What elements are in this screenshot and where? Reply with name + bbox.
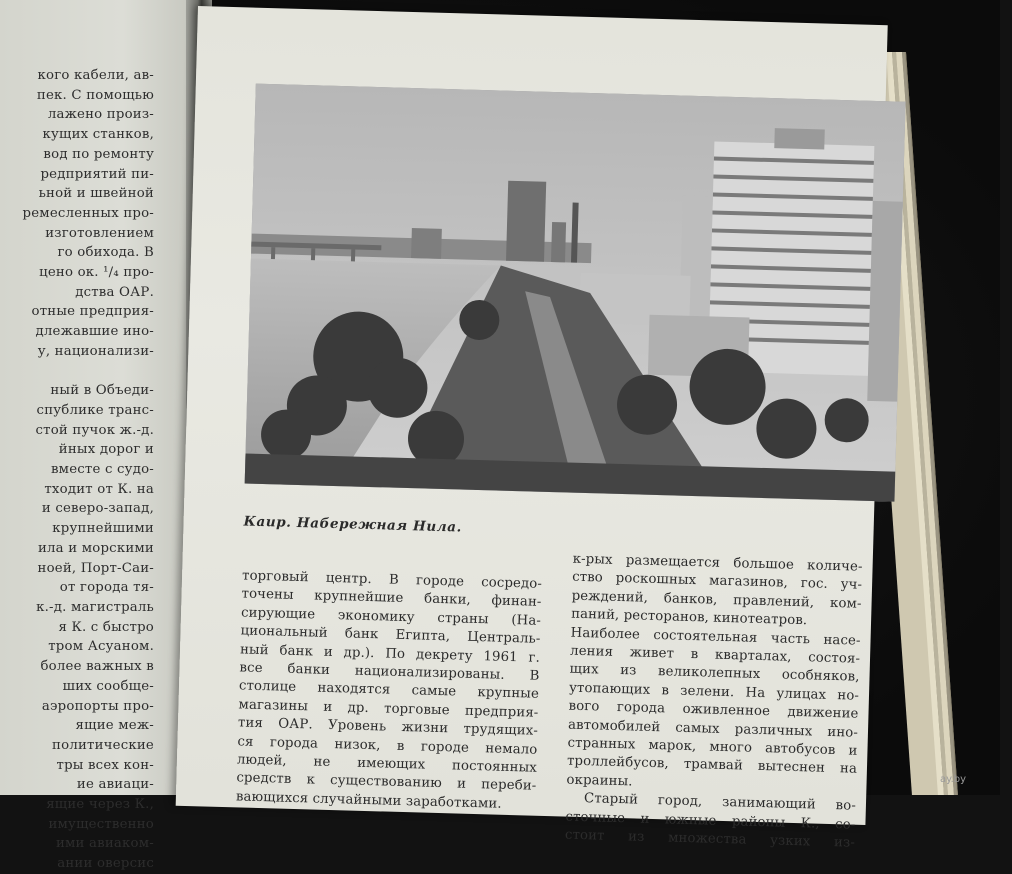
text-line: ящие через К.,: [46, 797, 154, 813]
text-line: кого кабели, ав-: [37, 68, 154, 83]
text-line: щих из великолепных особняков,: [569, 662, 860, 686]
text-line: вместе с судо-: [50, 462, 154, 478]
text-line: ления живет в кварталах, состоя-: [569, 643, 861, 667]
text-line: троллейбусов, трамвай вытеснен на: [566, 754, 858, 778]
text-line: ство роскошных магазинов, гос. уч-: [571, 570, 863, 594]
text-line: редприятий пи-: [40, 166, 154, 182]
text-line: дства ОАР.: [75, 284, 154, 300]
text-line: Старый город, занимающий во-: [583, 791, 857, 814]
text-line: тия ОАР. Уровень жизни трудящих-: [237, 715, 539, 740]
text-line: вод по ремонту: [43, 146, 154, 162]
text-line: кущих станков,: [42, 127, 154, 143]
text-line: магазины и др. торговые предприя-: [238, 697, 539, 721]
text-line: изготовлением: [45, 225, 154, 241]
text-line: ие авиаци-: [76, 777, 154, 793]
text-line: паний, ресторанов, кинотеатров.: [570, 606, 808, 629]
text-line: более важных в: [40, 659, 154, 675]
text-line: пек. С помощью: [36, 87, 154, 103]
text-line: все банки национализированы. В: [239, 660, 540, 684]
text-line: вающихся случайными заработками.: [235, 789, 502, 812]
text-line: ящие меж-: [75, 718, 154, 734]
text-line: цено ок. ¹/₄ про-: [39, 265, 154, 281]
text-line: вого города оживленное движение: [568, 698, 859, 722]
text-line: ьной и швейной: [38, 186, 154, 202]
left-page-text: [0, 66, 154, 874]
text-line: ный банк и др.). По декрету 1961 г.: [239, 642, 541, 666]
text-line: политические: [52, 737, 154, 753]
text-line: утопающих в зелени. На улицах но-: [568, 680, 860, 704]
text-line: ремесленных про-: [22, 205, 154, 221]
text-line: [0, 362, 154, 382]
text-line: столице находятся самые крупные: [238, 678, 540, 703]
text-line: торговый центр. В городе сосредо-: [241, 568, 543, 592]
text-line: ила и морскими: [37, 540, 154, 556]
text-line: йных дорог и: [58, 442, 154, 458]
text-line: от города тя-: [59, 580, 154, 596]
text-line: ноей, Порт-Саи-: [37, 560, 154, 576]
text-line: к-рых размещается большое количе-: [572, 551, 863, 575]
right-page: [176, 6, 888, 851]
text-line: сточные и южные районы К., со-: [565, 809, 856, 833]
photo-caption: Каир. Набережная Нила.: [243, 513, 463, 536]
text-line: имущественно: [48, 816, 154, 832]
text-line: точены крупнейшие банки, финан-: [241, 586, 542, 611]
text-line: циональный банк Египта, Централь-: [240, 623, 541, 648]
text-line: лажено произ-: [47, 107, 154, 123]
text-line: крупнейшими: [52, 521, 154, 537]
text-line: тры всех кон-: [56, 757, 154, 773]
text-line: у, национализи-: [37, 343, 154, 359]
text-line: го обихода. В: [57, 245, 154, 261]
text-line: тходит от К. на: [44, 481, 154, 497]
text-line: отные предприя-: [31, 304, 154, 320]
cairo-embankment-photo: [245, 84, 906, 502]
text-line: средств к существованию и переби-: [236, 770, 537, 795]
watermark: ay.by: [940, 774, 967, 785]
text-line: странных марок, много автобусов и: [567, 735, 858, 759]
text-line: ими авиаком-: [55, 836, 154, 852]
text-line: аэропорты про-: [41, 698, 154, 714]
text-line: людей, не имеющих постоянных: [236, 752, 538, 776]
text-line: ании оверсис: [57, 856, 154, 872]
left-page: [0, 0, 205, 872]
text-line: и северо-запад,: [41, 501, 154, 517]
text-line: ный в Объеди-: [50, 383, 154, 399]
text-line: спублике транс-: [36, 402, 154, 418]
text-line: длежавшие ино-: [35, 324, 154, 340]
text-line: я К. с быстро: [58, 619, 154, 635]
text-line: окраины.: [566, 772, 633, 790]
text-line: сирующие экономику страны (На-: [240, 605, 542, 629]
text-line: стой пучок ж.-д.: [35, 422, 154, 438]
text-line: ших сообще-: [62, 678, 154, 694]
text-line: к.-д. магистраль: [36, 599, 154, 615]
text-line: Наиболее состоятельная часть насе-: [570, 625, 861, 649]
text-line: стоит из множества узких из-: [564, 827, 856, 851]
text-line: реждений, банков, правлений, ком-: [571, 588, 862, 612]
text-column-right: [565, 551, 863, 853]
text-column-left: [236, 567, 543, 815]
text-line: автомобилей самых различных ино-: [567, 717, 859, 741]
text-line: ся города низок, в городе немало: [237, 734, 538, 758]
text-line: тром Асуаном.: [48, 639, 154, 655]
